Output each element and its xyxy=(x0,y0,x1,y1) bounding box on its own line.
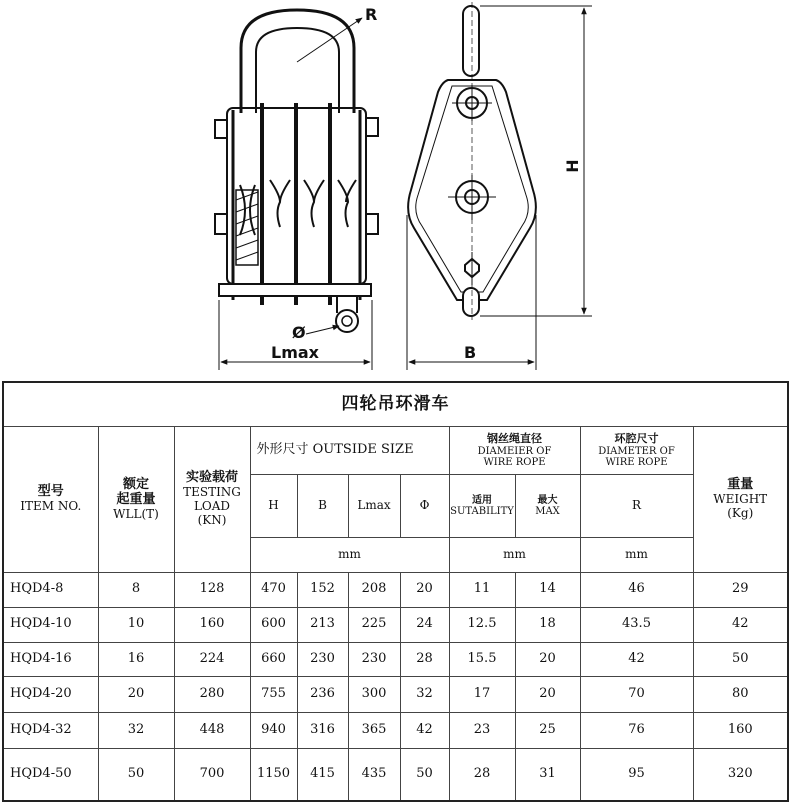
table-title: 四轮吊环滑车 xyxy=(3,382,788,427)
wll-cell: 8 xyxy=(98,572,174,608)
lmax-cell: 225 xyxy=(348,608,400,642)
table-row xyxy=(3,642,788,676)
phi-dimension xyxy=(292,323,339,342)
pulley-block-drawing xyxy=(0,0,790,378)
r-col-header: R xyxy=(580,475,693,538)
suit-cell: 23 xyxy=(449,712,515,749)
wll-cell: 32 xyxy=(98,712,174,749)
suit-cell: 11 xyxy=(449,572,515,608)
suit-cell: 28 xyxy=(449,749,515,801)
side-view xyxy=(408,2,536,320)
table-row xyxy=(3,572,788,608)
h-cell: 940 xyxy=(250,712,297,749)
front-view xyxy=(215,10,378,332)
phi-col-header: Φ xyxy=(400,475,449,538)
weight-cell: 320 xyxy=(693,749,788,801)
r-cell: 70 xyxy=(580,677,693,713)
load-cell: 160 xyxy=(174,608,250,642)
unit-mm-outside: mm xyxy=(250,538,449,572)
ring-diameter-header: 环腔尺寸 DIAMETER OF WIRE ROPE xyxy=(580,427,693,475)
weight-header: 重量 WEIGHT (Kg) xyxy=(693,427,788,572)
r-dimension xyxy=(297,5,377,62)
title-row xyxy=(3,382,788,427)
load-cell: 128 xyxy=(174,572,250,608)
b-cell: 152 xyxy=(297,572,348,608)
b-cell: 316 xyxy=(297,712,348,749)
item-cell: HQD4-20 xyxy=(3,677,98,713)
r-cell: 95 xyxy=(580,749,693,801)
phi-cell: 50 xyxy=(400,749,449,801)
item-cell: HQD4-32 xyxy=(3,712,98,749)
lmax-cell: 300 xyxy=(348,677,400,713)
table-row xyxy=(3,608,788,642)
max-cell: 31 xyxy=(515,749,580,801)
wll-cell: 20 xyxy=(98,677,174,713)
spec-table xyxy=(2,381,789,802)
lmax-col-header: Lmax xyxy=(348,475,400,538)
phi-cell: 42 xyxy=(400,712,449,749)
r-label: R xyxy=(365,5,378,24)
h-cell: 470 xyxy=(250,572,297,608)
testing-load-header: 实验载荷 TESTING LOAD (KN) xyxy=(174,427,250,572)
item-cell: HQD4-50 xyxy=(3,749,98,801)
suit-cell: 15.5 xyxy=(449,642,515,676)
wll-header: 额定 起重量 WLL(T) xyxy=(98,427,174,572)
phi-label: Ø xyxy=(292,323,306,342)
load-cell: 224 xyxy=(174,642,250,676)
lmax-cell: 365 xyxy=(348,712,400,749)
h-cell: 600 xyxy=(250,608,297,642)
b-label: B xyxy=(464,343,477,362)
phi-cell: 24 xyxy=(400,608,449,642)
max-cell: 18 xyxy=(515,608,580,642)
h-cell: 660 xyxy=(250,642,297,676)
max-header: 最大 MAX xyxy=(515,475,580,538)
phi-cell: 20 xyxy=(400,572,449,608)
max-cell: 25 xyxy=(515,712,580,749)
outside-size-header: 外形尺寸 OUTSIDE SIZE xyxy=(250,427,449,475)
r-cell: 43.5 xyxy=(580,608,693,642)
item-cell: HQD4-8 xyxy=(3,572,98,608)
item-header: 型号 ITEM NO. xyxy=(3,427,98,572)
weight-cell: 80 xyxy=(693,677,788,713)
load-cell: 448 xyxy=(174,712,250,749)
r-cell: 42 xyxy=(580,642,693,676)
b-cell: 213 xyxy=(297,608,348,642)
r-cell: 76 xyxy=(580,712,693,749)
suitability-header: 适用 SUTABILITY xyxy=(449,475,515,538)
unit-mm-rope: mm xyxy=(449,538,580,572)
b-cell: 230 xyxy=(297,642,348,676)
h-label: H xyxy=(563,159,582,173)
weight-cell: 160 xyxy=(693,712,788,749)
header-row-1 xyxy=(3,427,788,475)
h-cell: 755 xyxy=(250,677,297,713)
weight-cell: 50 xyxy=(693,642,788,676)
max-cell: 20 xyxy=(515,642,580,676)
lmax-label: Lmax xyxy=(271,343,319,362)
b-cell: 236 xyxy=(297,677,348,713)
h-col-header: H xyxy=(250,475,297,538)
h-cell: 1150 xyxy=(250,749,297,801)
table-row xyxy=(3,677,788,713)
phi-cell: 28 xyxy=(400,642,449,676)
suit-cell: 17 xyxy=(449,677,515,713)
drawing-canvas xyxy=(0,0,790,378)
wll-cell: 16 xyxy=(98,642,174,676)
lmax-cell: 230 xyxy=(348,642,400,676)
item-cell: HQD4-16 xyxy=(3,642,98,676)
table-row xyxy=(3,749,788,801)
item-cell: HQD4-10 xyxy=(3,608,98,642)
wll-cell: 50 xyxy=(98,749,174,801)
suit-cell: 12.5 xyxy=(449,608,515,642)
load-cell: 280 xyxy=(174,677,250,713)
wll-cell: 10 xyxy=(98,608,174,642)
lmax-cell: 435 xyxy=(348,749,400,801)
rope-diameter-header: 钢丝绳直径 DIAMEIER OF WIRE ROPE xyxy=(449,427,580,475)
table-row xyxy=(3,712,788,749)
r-cell: 46 xyxy=(580,572,693,608)
max-cell: 14 xyxy=(515,572,580,608)
b-cell: 415 xyxy=(297,749,348,801)
phi-cell: 32 xyxy=(400,677,449,713)
weight-cell: 42 xyxy=(693,608,788,642)
max-cell: 20 xyxy=(515,677,580,713)
unit-mm-ring: mm xyxy=(580,538,693,572)
b-col-header: B xyxy=(297,475,348,538)
lmax-cell: 208 xyxy=(348,572,400,608)
load-cell: 700 xyxy=(174,749,250,801)
weight-cell: 29 xyxy=(693,572,788,608)
